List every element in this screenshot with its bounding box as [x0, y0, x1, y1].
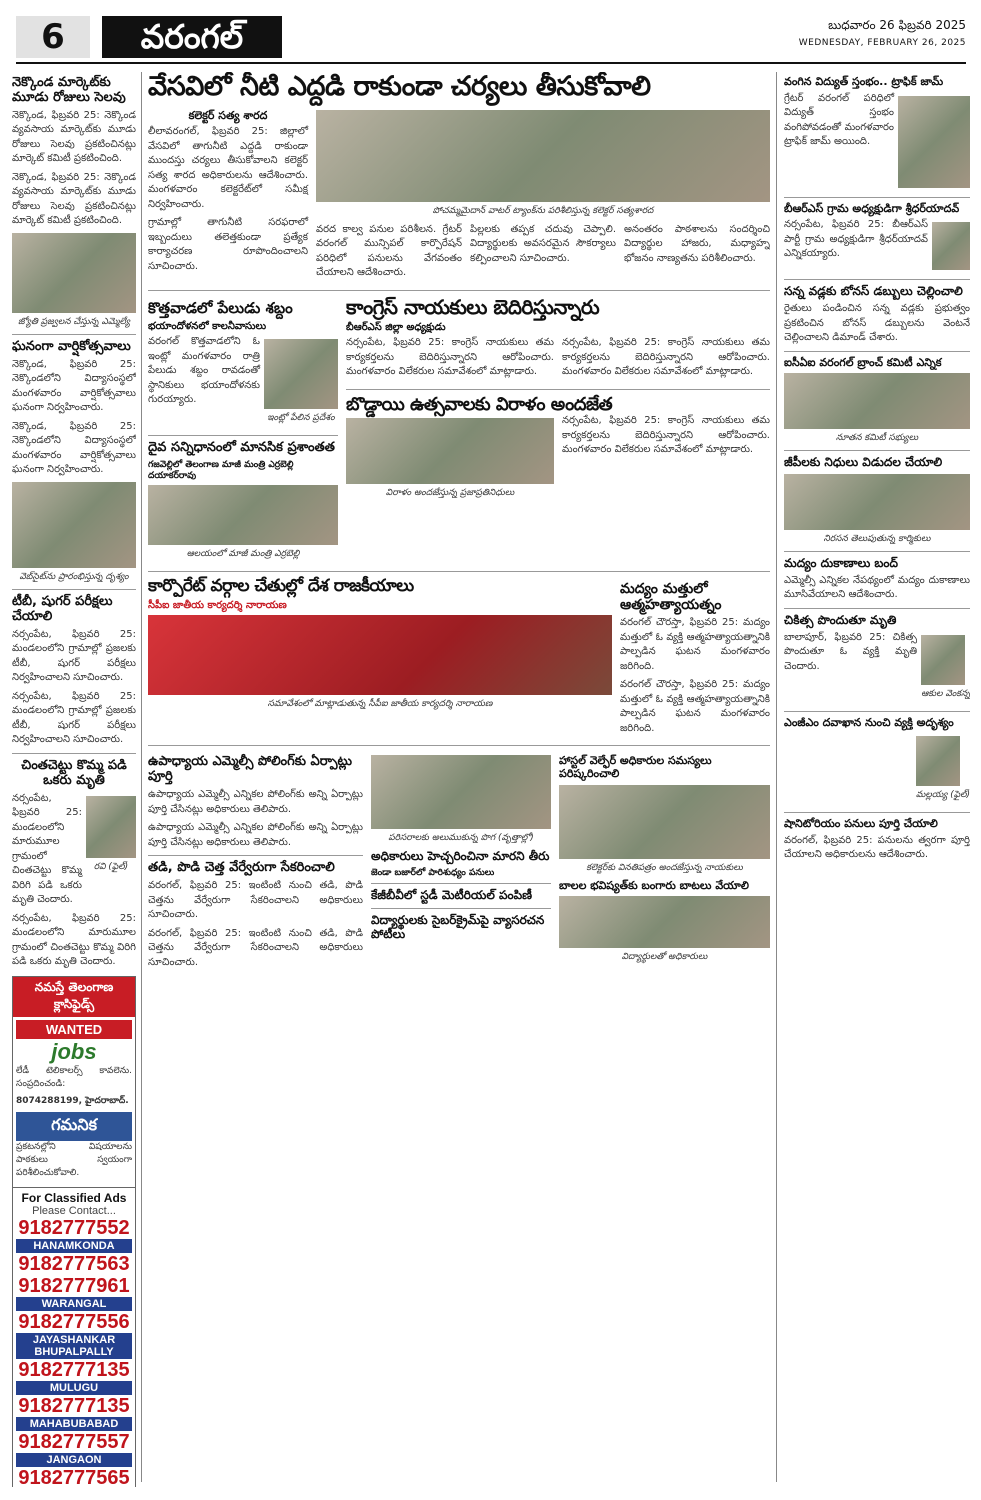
headline: బాలల భవిష్యత్‌కు బంగారు బాటలు వేయాలి	[559, 878, 749, 892]
photo	[784, 474, 970, 530]
headline: విద్యార్థులకు సైబర్‌క్రైమ్‌పై వ్యాసరచన పోటీలు	[371, 913, 545, 941]
phone-number[interactable]: 9182777552	[18, 1216, 130, 1239]
city-label: JAYASHANKAR BHUPALPALLY	[16, 1333, 132, 1359]
column-rule	[141, 72, 142, 1482]
headline: జీపీలకు నిధులు విడుదల చేయాలి	[784, 455, 943, 470]
article-text: అనంతరం పాఠశాలను సందర్శించి విద్యార్థుల హాజరు, మధ్యాహ్న భోజనం నాణ్యతను పరిశీలించారు.	[624, 223, 770, 264]
article-text: బాలాపూర్, ఫిబ్రవరి 25: చికిత్స పొందుతూ ఓ వ్యక్తి మృతి చెందారు.	[784, 631, 918, 672]
city-label: JANGAON	[16, 1453, 132, 1467]
article-text: నెక్కొండ, ఫిబ్రవరి 25: నెక్కొండలోని విద్యాసంస్థలో మంగళవారం వార్షికోత్సవాలు ఘనంగా నిర్వహించారు.	[12, 358, 136, 414]
date-english: WEDNESDAY, FEBRUARY 26, 2025	[798, 38, 966, 48]
divider	[12, 589, 136, 590]
phone-number[interactable]: 9182777565	[18, 1466, 130, 1487]
divider	[148, 290, 770, 291]
divider	[784, 608, 970, 609]
photo	[86, 796, 136, 858]
phone-number[interactable]: 9182777135	[18, 1394, 130, 1417]
classified-ad-block	[12, 976, 136, 1487]
article-text: ఎమ్మెల్సీ ఎన్నికల నేపథ్యంలో మద్యం దుకాణాలు మూసివేయాలని ఆదేశించారు.	[784, 574, 970, 601]
headline: కార్పొరేట్ వర్గాల చేతుల్లో దేశ రాజకీయాలు	[148, 576, 414, 597]
article-text: వరంగల్, ఫిబ్రవరి 25: ఇంటింటి నుంచి తడి, పొడి చెత్తను వేర్వేరుగా సేకరించాలని అధికారులు సూచించారు.	[148, 880, 363, 921]
date-telugu: బుధవారం 26 ఫిబ్రవరి 2025	[828, 18, 966, 32]
headline: మద్యం దుకాణాలు బంద్	[784, 556, 898, 571]
wanted-phone: 8074288199, హైదరాబాద్.	[16, 1095, 129, 1106]
divider	[784, 711, 970, 712]
subheading: బీఆర్ఎస్ జిల్లా అధ్యక్షుడు	[346, 321, 446, 333]
article-text: నర్సంపేట, ఫిబ్రవరి 25: మండలంలోని మారుమూల గ్రామంలో చింతచెట్టు కొమ్మ విరిగి పడి ఒకరు మృతి చెందారు.	[12, 792, 82, 906]
notice-text: ప్రకటనల్లోని విషయాలను పాఠకులు స్వయంగా పరిశీలించుకోవాలి.	[16, 1141, 132, 1178]
article-text: వరంగల్, ఫిబ్రవరి 25: పనులను త్వరగా పూర్తి చేయాలని అధికారులను ఆదేశించారు.	[784, 834, 970, 861]
city-label: MULUGU	[16, 1381, 132, 1395]
article-text: నర్సంపేట, ఫిబ్రవరి 25: బీఆర్ఎస్ పార్టీ గ్రామ అధ్యక్షుడిగా శ్రీధర్‌యాదవ్ ఎన్నికయ్యారు.	[784, 219, 928, 260]
divider	[148, 855, 363, 856]
headline: దైవ సన్నిధానంలో మానసిక ప్రశాంతత	[148, 440, 335, 456]
article-text: వరంగల్ చౌరస్తా, ఫిబ్రవరి 25: మద్యం మత్తులో ఓ వ్యక్తి ఆత్మహత్యాయత్నానికి పాల్పడిన ఘటన మంగళవారం జరిగింది.	[620, 679, 770, 734]
wanted-text: లేడీ టెలికాలర్స్ కావలెను. సంప్రదించండి:	[16, 1065, 132, 1089]
phone-number[interactable]: 9182777556	[18, 1310, 130, 1333]
divider	[784, 279, 970, 280]
photo-caption: మల్లయ్య (ఫైల్)	[915, 790, 970, 801]
headline: బొడ్డాయి ఉత్సవాలకు విరాళం అందజేత	[346, 393, 613, 415]
divider	[784, 551, 970, 552]
lead-headline: వేసవిలో నీటి ఎద్దడి రాకుండా చర్యలు తీసుకోవాలి	[148, 72, 651, 102]
photo	[898, 96, 970, 188]
article-text: వరంగల్ చౌరస్తా, ఫిబ్రవరి 25: మద్యం మత్తులో ఓ వ్యక్తి ఆత్మహత్యాయత్నానికి పాల్పడిన ఘటన మంగళవారం జరిగింది.	[620, 617, 770, 672]
column-rule	[776, 72, 777, 1482]
classified-contact: Please Contact...	[32, 1204, 116, 1217]
photo-caption: రవి (ఫైల్)	[93, 861, 129, 872]
city-label: HANAMKONDA	[16, 1239, 132, 1253]
classifieds-banner: నమస్తే తెలంగాణ క్లాసిఫైడ్స్	[13, 977, 135, 1017]
headline: కాంగ్రెస్ నాయకులు బెదిరిస్తున్నారు	[346, 294, 600, 319]
photo	[346, 418, 554, 484]
article-text: నర్సంపేట, ఫిబ్రవరి 25: కాంగ్రెస్ నాయకులు తమ కార్యకర్తలను బెదిరిస్తున్నారని ఆరోపించారు. మంగళవారం విలేకరుల సమావేశంలో మాట్లాడారు.	[346, 337, 554, 378]
wanted-label: WANTED	[16, 1020, 132, 1039]
photo	[916, 736, 960, 786]
photo-caption: సమావేశంలో మాట్లాడుతున్న సీపీఐ జాతీయ కార్యదర్శి నారాయణ	[267, 699, 493, 710]
photo-caption: ఆలయంలో మాజీ మంత్రి ఎర్రబెల్లి	[186, 549, 300, 560]
left-column	[12, 72, 136, 1487]
article-text: నెక్కొండ, ఫిబ్రవరి 25: నెక్కొండ వ్యవసాయ మార్కెట్‌కు మూడు రోజులు సెలవు ప్రకటించినట్లు మార్కెట్ కమిటీ ప్రకటించింది.	[12, 171, 136, 227]
photo-caption: వెబ్‌సైట్‌ను ప్రారంభిస్తున్న దృశ్యం	[19, 571, 129, 582]
article-text: నర్సంపేట, ఫిబ్రవరి 25: మండలంలోని గ్రామాల్లో ప్రజలకు టీబీ, షుగర్ పరీక్షలు నిర్వహించాలని సూచించారు.	[12, 628, 136, 684]
divider	[784, 450, 970, 451]
lead-subheading: కలెక్టర్ సత్య శారద	[188, 108, 268, 122]
photo	[264, 339, 338, 409]
masthead	[16, 16, 966, 64]
divider	[148, 571, 770, 572]
photo-caption: విరాళం అందజేస్తున్న ప్రజాప్రతినిధులు	[385, 488, 515, 499]
article-text: వరంగల్ కొత్తవాడలోని ఓ ఇంట్లో మంగళవారం రాత్రి పేలుడు శబ్దం రావడంతో స్థానికులు భయాందోళనకు గురయ్యారు.	[148, 336, 260, 406]
headline: సన్న వడ్లకు బోనస్ డబ్బులు చెల్లించాలి	[784, 284, 963, 299]
photo-caption: విద్యార్థులతో అధికారులు	[621, 952, 708, 963]
headline: చికిత్స పొందుతూ మృతి	[784, 612, 897, 627]
photo	[148, 615, 612, 695]
phone-number[interactable]: 9182777563	[18, 1252, 130, 1275]
divider	[371, 883, 551, 884]
section-title: వరంగల్	[102, 16, 282, 58]
headline: అధికారులు హెచ్చరించినా మారని తీరు	[371, 849, 550, 864]
page-number: 6	[16, 16, 90, 58]
photo-caption: నిరసన తెలుపుతున్న కార్మికులు	[823, 534, 931, 545]
article-text: రైతులు పండించిన సన్న వడ్లకు ప్రభుత్వం ప్రకటించిన బోనస్ డబ్బులను వెంటనే చెల్లించాలని డిమాండ్ చేశారు.	[784, 303, 970, 344]
article-text: ఉపాధ్యాయ ఎమ్మెల్సీ ఎన్నికల పోలింగ్‌కు అన్ని ఏర్పాట్లు పూర్తి చేసినట్లు అధికారులు తెలిపారు.	[148, 789, 363, 815]
headline: కొత్తవాడలో పేలుడు శబ్దం	[148, 298, 293, 317]
article-text: నర్సంపేట, ఫిబ్రవరి 25: మండలంలోని మారుమూల గ్రామంలో చింతచెట్టు కొమ్మ విరిగి పడి ఒకరు మృతి చెందారు.	[12, 912, 136, 968]
headline: టీబీ, షుగర్ పరీక్షలు చేయాలి	[12, 593, 113, 624]
photo-caption: కలెక్టర్‌కు వినతిపత్రం అందజేస్తున్న నాయకులు	[586, 862, 743, 873]
phone-number[interactable]: 9182777135	[18, 1358, 130, 1381]
divider	[371, 908, 551, 909]
photo-caption: పోచమ్మమైదాన్ వాటర్ ట్యాంక్‌ను పరిశీలిస్తున్న కలెక్టర్ సత్యశారద	[432, 205, 654, 216]
divider	[346, 389, 770, 390]
divider	[148, 435, 338, 436]
headline: మద్యం మత్తులో ఆత్మహత్యాయత్నం	[620, 581, 722, 614]
headline: ఉపాధ్యాయ ఎమ్మెల్సీ పోలింగ్‌కు ఏర్పాట్లు పూర్తి	[148, 754, 353, 785]
photo-caption: ఇంట్లో పేలిన ప్రదేశం	[267, 413, 335, 424]
article-text: ఉపాధ్యాయ ఎమ్మెల్సీ ఎన్నికల పోలింగ్‌కు అన్ని ఏర్పాట్లు పూర్తి చేసినట్లు అధికారులు తెలిపారు.	[148, 822, 363, 848]
right-column	[784, 72, 970, 1487]
headline: ఎంజీఎం దవాఖాన నుంచి వ్యక్తి అదృశ్యం	[784, 715, 954, 729]
photo	[784, 373, 970, 429]
photo-caption: జ్యోతి ప్రజ్వలన చేస్తున్న ఎమ్మెల్యే	[17, 316, 131, 327]
article-text: నెక్కొండ, ఫిబ్రవరి 25: నెక్కొండలోని విద్యాసంస్థలో మంగళవారం వార్షికోత్సవాలు ఘనంగా నిర్వహించారు.	[12, 420, 136, 476]
photo	[932, 222, 970, 270]
article-text: వరంగల్, ఫిబ్రవరి 25: ఇంటింటి నుంచి తడి, పొడి చెత్తను వేర్వేరుగా సేకరించాలని అధికారులు సూచించారు.	[148, 927, 363, 968]
article-text: నర్సంపేట, ఫిబ్రవరి 25: కాంగ్రెస్ నాయకులు తమ కార్యకర్తలను బెదిరిస్తున్నారని ఆరోపించారు. మంగళవారం విలేకరుల సమావేశంలో మాట్లాడారు.	[562, 337, 770, 378]
divider	[784, 197, 970, 198]
headline: కేజీబీవీలో స్టడీ మెటీరియల్ పంపిణీ	[371, 888, 533, 903]
article-text: పిల్లలకు తప్పక చదువు చెప్పాలి. విద్యార్థులకు అవసరమైన సౌకర్యాలు కల్పించాలని సూచించారు.	[470, 223, 616, 264]
photo	[921, 635, 965, 685]
photo-caption: ఆకుల వెంకన్న	[921, 688, 970, 699]
photo	[371, 755, 551, 829]
divider	[148, 745, 770, 746]
notice-banner: గమనిక	[16, 1112, 132, 1141]
photo	[559, 785, 770, 859]
article-text: గ్రేటర్ వరంగల్ పరిధిలో విద్యుత్ స్తంభం వంగిపోవడంతో మంగళవారం ట్రాఫిక్ జామ్ అయింది.	[784, 92, 894, 148]
article-text: నర్సంపేట, ఫిబ్రవరి 25: మండలంలోని గ్రామాల్లో ప్రజలకు టీబీ, షుగర్ పరీక్షలు నిర్వహించాలని సూచించారు.	[12, 690, 136, 746]
headline: నెక్కొండ మార్కెట్‌కు మూడు రోజులు సెలవు	[12, 75, 126, 105]
city-label: WARANGAL	[16, 1297, 132, 1311]
headline: వంగిన విద్యుత్ స్తంభం.. ట్రాఫిక్ జామ్	[784, 75, 944, 88]
headline: చింతచెట్టు కొమ్మ పడి ఒకరు మృతి	[21, 757, 127, 788]
headline: షానిటోరియం పనులు పూర్తి చేయాలి	[784, 817, 938, 831]
main-column	[148, 72, 770, 1487]
headline: హాస్టల్ వెల్ఫేర్ అధికారుల సమస్యలు పరిష్కరించాలి	[559, 754, 712, 780]
jobs-logo: jobs	[51, 1038, 97, 1064]
divider	[784, 812, 970, 813]
article-text: గ్రామాల్లో తాగునీటి సరఫరాలో ఇబ్బందులు తలెత్తకుండా ప్రత్యేక కార్యాచరణ రూపొందించాలని సూచించారు.	[148, 217, 308, 272]
subheading: జెండా బజార్‌లో పారిశుధ్యం పనులు	[371, 868, 495, 879]
photo	[12, 482, 136, 568]
photo	[559, 896, 770, 948]
subheading: సీపీఐ జాతీయ కార్యదర్శి నారాయణ	[148, 599, 287, 611]
photo-caption: పరిసరాలకు అలుముకున్న పొగ (వృత్తాల్లో)	[388, 833, 534, 844]
divider	[12, 334, 136, 335]
photo	[12, 233, 136, 313]
classified-title: For Classified Ads	[21, 1190, 127, 1205]
headline: ఐసీఏఐ వరంగల్ బ్రాంచ్ కమిటీ ఎన్నిక	[784, 355, 942, 369]
headline: బీఆర్ఎస్ గ్రామ అధ్యక్షుడిగా శ్రీధర్‌యాదవ్	[784, 201, 960, 215]
divider	[784, 351, 970, 352]
article-text: లీలావరంగల్, ఫిబ్రవరి 25: జిల్లాలో వేసవిలో తాగునీటి ఎద్దడి రాకుండా ముందస్తు చర్యలు తీసుకోవాలని కలెక్టర్ సత్య శారద అధికారులను ఆదేశించారు. మంగళవారం కలెక్టరేట్‌లో సమీక్ష నిర్వహించారు.	[148, 126, 308, 210]
article-text: వరద కాల్వ పనుల పరిశీలన. గ్రేటర్ వరంగల్ మున్సిపల్ కార్పొరేషన్ పరిధిలో పనులను వేగవంతం చేయాలని ఆదేశించారు.	[316, 223, 462, 279]
phone-number[interactable]: 9182777961	[18, 1274, 130, 1297]
subheading: గజవెల్లిలో తెలంగాణ మాజీ మంత్రి ఎర్రబెల్లి దయాకర్‌రావు	[148, 460, 294, 481]
phone-number[interactable]: 9182777557	[18, 1430, 130, 1453]
headline: తడి, పొడి చెత్త వేర్వేరుగా సేకరించాలి	[148, 860, 335, 876]
article-text: నర్సంపేట, ఫిబ్రవరి 25: కాంగ్రెస్ నాయకులు తమ కార్యకర్తలను బెదిరిస్తున్నారని ఆరోపించారు. మంగళవారం విలేకరుల సమావేశంలో మాట్లాడారు.	[562, 415, 770, 456]
headline: ఘనంగా వార్షికోత్సవాలు	[12, 338, 131, 354]
divider	[12, 753, 136, 754]
photo-caption: నూతన కమిటీ సభ్యులు	[835, 433, 919, 444]
subheading: భయాందోళనలో కాలనీవాసులు	[148, 320, 267, 332]
article-text: నెక్కొండ, ఫిబ్రవరి 25: నెక్కొండ వ్యవసాయ మార్కెట్‌కు మూడు రోజులు సెలవు ప్రకటించినట్లు మార్కెట్ కమిటీ ప్రకటించింది.	[12, 109, 136, 165]
photo	[148, 485, 338, 545]
city-label: MAHABUBABAD	[16, 1417, 132, 1431]
lead-photo	[316, 110, 770, 202]
